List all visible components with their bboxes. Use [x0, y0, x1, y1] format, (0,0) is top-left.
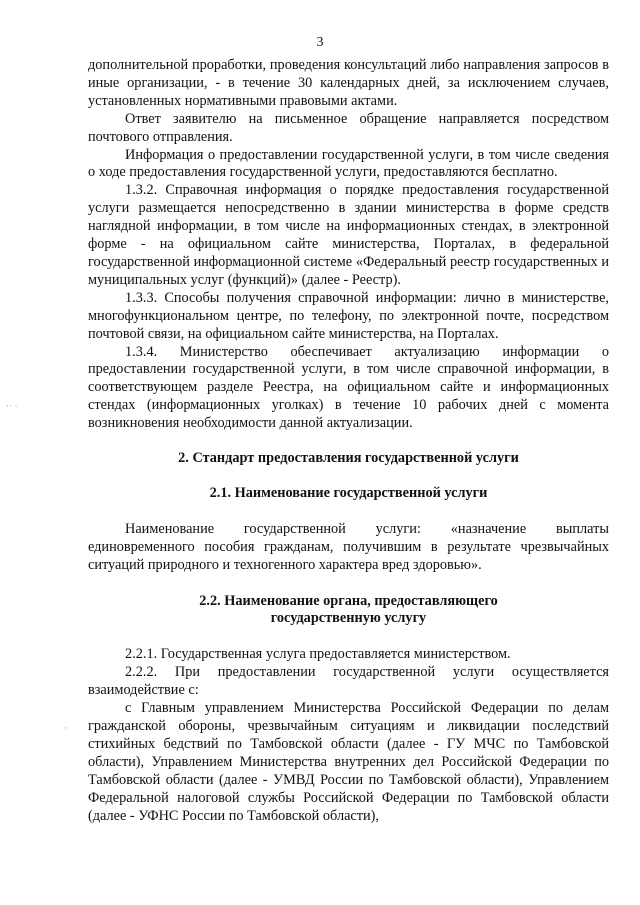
paragraph: дополнительной проработки, проведения консультаций либо направления запросов в иные организации, - в течение 30 календарных дней, за исключением случаев, установленных нормативными правовыми актами. [88, 57, 609, 109]
scan-artifact: ·· · [6, 402, 18, 412]
page-number: 3 [316, 35, 324, 50]
paragraph: Наименование государственной услуги: «назначение выплаты единовременного пособия гражданам, получившим в результате чрезвычайных ситуаций природного и техногенного характера вред здоровью». [88, 520, 609, 573]
paragraph: 2.2.1. Государственная услуга предоставляется министерством. [125, 646, 511, 663]
document-body [88, 57, 609, 825]
subsection-heading-line: 2.2. Наименование органа, предоставляющего [199, 592, 498, 609]
section-heading: 2. Стандарт предоставления государственной услуги [178, 450, 519, 467]
subsection-heading-line: государственную услугу [270, 610, 427, 627]
subsection-heading [88, 593, 609, 629]
subsection-heading: 2.1. Наименование государственной услуги [209, 484, 488, 501]
scan-artifact: · [64, 724, 67, 734]
paragraph: с Главным управлением Министерства Российской Федерации по делам гражданской обороны, чрезвычайным ситуациям и ликвидации последствий стихийных бедствий по Тамбовской области (далее - ГУ МЧС по Тамбовской области), Управлением Министерства внутренних дел Российской Федерации по Тамбовской области (далее - УМВД России по Тамбовской области), Управлением Федеральной налоговой службы Российской Федерации по Тамбовской области (далее - УФНС России по Тамбовской области), [88, 700, 609, 824]
paragraph: Ответ заявителю на письменное обращение направляется посредством почтового отправления. [88, 110, 609, 145]
paragraph: Информация о предоставлении государственной услуги, в том числе сведения о ходе предоставления государственной услуги, предоставляются бесплатно. [88, 146, 609, 181]
paragraph: 2.2.2. При предоставлении государственной услуги осуществляется взаимодействие с: [88, 664, 609, 699]
paragraph: 1.3.3. Способы получения справочной информации: лично в министерстве, многофункциональном центре, по телефону, по электронной почте, посредством почтовой связи, на официальном сайте министерства, на Порталах. [88, 289, 609, 342]
paragraph: 1.3.2. Справочная информация о порядке предоставления государственной услуги размещается непосредственно в здании министерства в форме средств наглядной информации, в том числе на информационных стендах, в электронной форме - на официальном сайте министерства, Порталах, в федеральной государственной информационной системе «Федеральный реестр государственных и муниципальных услуг (функций)» (далее - Реестр). [88, 182, 609, 288]
paragraph: 1.3.4. Министерство обеспечивает актуализацию информации о предоставлении государственной услуги, в том числе справочной информации, в соответствующем разделе Реестра, на официальном сайте и информационных стендах (информационных уголках) в течение 10 рабочих дней с момента возникновения необходимости данной актуализации. [88, 343, 609, 432]
